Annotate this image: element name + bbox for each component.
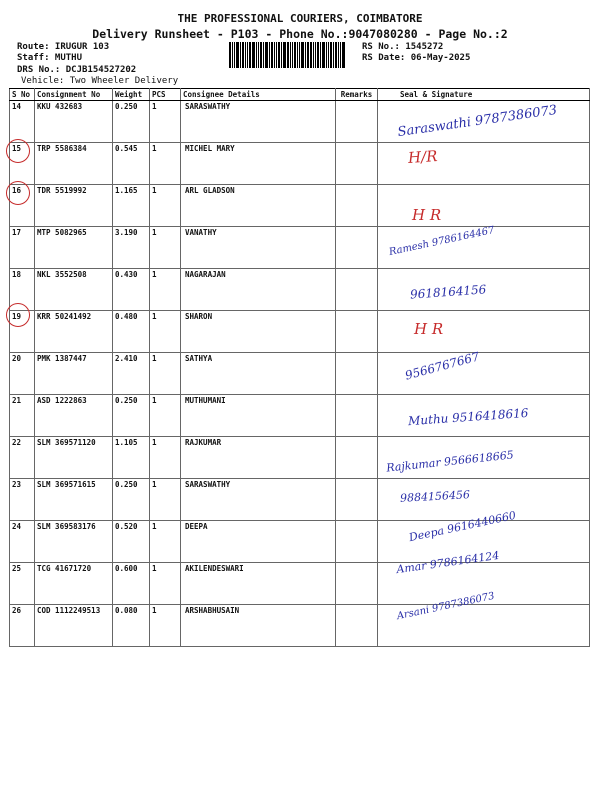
- table-row: [10, 437, 590, 479]
- vehicle-label: Vehicle: Two Wheeler Delivery: [21, 76, 179, 86]
- row-consignee: SARASWATHY: [181, 479, 336, 521]
- row-consignee: AKILENDESWARI: [181, 563, 336, 605]
- row-consignment: PMK 1387447: [35, 353, 113, 395]
- row-weight: 0.250: [113, 395, 150, 437]
- row-sno: 23: [10, 479, 35, 521]
- row-consignee: DEEPA: [181, 521, 336, 563]
- row-weight: 2.410: [113, 353, 150, 395]
- row-pcs: 1: [150, 269, 181, 311]
- table-row: [10, 395, 590, 437]
- row-remarks: [336, 353, 378, 395]
- row-consignment: NKL 3552508: [35, 269, 113, 311]
- runsheet-title: Delivery Runsheet - P103 - Phone No.:9047080280 - Page No.:2: [92, 27, 508, 41]
- row-pcs: 1: [150, 353, 181, 395]
- row-sno: 17: [10, 227, 35, 269]
- col-remarks: Remarks: [336, 89, 378, 101]
- row-remarks: [336, 143, 378, 185]
- col-signature: Seal & Signature: [378, 89, 590, 101]
- row-consignment: SLM 369571120: [35, 437, 113, 479]
- row-consignee: SHARON: [181, 311, 336, 353]
- table-row: [10, 227, 590, 269]
- row-signature: [378, 353, 590, 395]
- row-consignment: ASD 1222863: [35, 395, 113, 437]
- row-remarks: [336, 479, 378, 521]
- row-pcs: 1: [150, 437, 181, 479]
- col-sno: S No: [10, 89, 35, 101]
- handwritten-signature: Deepa 9616440660: [407, 508, 518, 545]
- col-consignee: Consignee Details: [181, 89, 336, 101]
- row-signature: [378, 143, 590, 185]
- row-sno: 22: [10, 437, 35, 479]
- table-row: [10, 311, 590, 353]
- col-consignment: Consignment No: [35, 89, 113, 101]
- handwritten-signature: 9566767667: [403, 349, 481, 383]
- row-remarks: [336, 269, 378, 311]
- row-pcs: 1: [150, 227, 181, 269]
- row-weight: 0.430: [113, 269, 150, 311]
- row-remarks: [336, 311, 378, 353]
- row-sno: 15: [10, 143, 35, 185]
- company-title: THE PROFESSIONAL COURIERS, COIMBATORE: [177, 12, 423, 25]
- row-pcs: 1: [150, 521, 181, 563]
- row-pcs: 1: [150, 101, 181, 143]
- handwritten-signature: Muthu 9516418616: [407, 405, 529, 429]
- handwritten-signature: Amar 9786164124: [395, 548, 501, 577]
- handwritten-signature: H R: [412, 206, 442, 224]
- row-signature: [378, 479, 590, 521]
- row-remarks: [336, 227, 378, 269]
- table-row: [10, 185, 590, 227]
- row-weight: 0.520: [113, 521, 150, 563]
- row-consignment: TCG 41671720: [35, 563, 113, 605]
- drs-label: DRS No.: DCJB154527202: [17, 65, 137, 75]
- row-sno: 21: [10, 395, 35, 437]
- row-consignee: MUTHUMANI: [181, 395, 336, 437]
- row-remarks: [336, 563, 378, 605]
- row-pcs: 1: [150, 605, 181, 647]
- row-remarks: [336, 101, 378, 143]
- row-signature: [378, 185, 590, 227]
- handwritten-signature: Saraswathi 9787386073: [396, 102, 559, 141]
- row-remarks: [336, 605, 378, 647]
- handwritten-signature: Ramesh 9786164467: [388, 224, 496, 259]
- row-consignment: KKU 432683: [35, 101, 113, 143]
- row-weight: 0.480: [113, 311, 150, 353]
- row-consignment: KRR 50241492: [35, 311, 113, 353]
- table-row: [10, 353, 590, 395]
- row-pcs: 1: [150, 395, 181, 437]
- handwritten-signature: Rajkumar 9566618665: [385, 448, 515, 475]
- row-weight: 0.600: [113, 563, 150, 605]
- red-circle-mark: [6, 139, 30, 163]
- row-sno: 24: [10, 521, 35, 563]
- row-consignment: MTP 5082965: [35, 227, 113, 269]
- barcode: [229, 42, 355, 68]
- row-sno: 25: [10, 563, 35, 605]
- row-pcs: 1: [150, 143, 181, 185]
- row-pcs: 1: [150, 563, 181, 605]
- row-signature: [378, 311, 590, 353]
- handwritten-signature: 9618164156: [409, 282, 487, 302]
- row-pcs: 1: [150, 185, 181, 227]
- table-row: [10, 563, 590, 605]
- table-row: [10, 269, 590, 311]
- row-consignment: COD 1112249513: [35, 605, 113, 647]
- route-label: Route: IRUGUR 103: [17, 42, 110, 52]
- row-signature: [378, 224, 590, 269]
- handwritten-signature: Arsani 9787386073: [395, 590, 496, 623]
- runsheet-table: [9, 88, 590, 647]
- row-weight: 0.250: [113, 479, 150, 521]
- red-circle-mark: [6, 181, 30, 205]
- handwritten-signature: H/R: [407, 146, 439, 168]
- col-pcs: PCS: [150, 89, 181, 101]
- row-signature: [378, 269, 590, 311]
- table-row: [10, 101, 590, 143]
- row-consignment: SLM 369583176: [35, 521, 113, 563]
- row-weight: 3.190: [113, 227, 150, 269]
- row-consignee: SARASWATHY: [181, 101, 336, 143]
- row-sno: 19: [10, 311, 35, 353]
- col-weight: Weight: [113, 89, 150, 101]
- row-consignee: ARL GLADSON: [181, 185, 336, 227]
- row-sno: 18: [10, 269, 35, 311]
- row-signature: [378, 437, 590, 479]
- row-sno: 14: [10, 101, 35, 143]
- row-pcs: 1: [150, 311, 181, 353]
- table-row: [10, 605, 590, 647]
- row-weight: 0.080: [113, 605, 150, 647]
- row-sno: 26: [10, 605, 35, 647]
- row-consignment: TDR 5519992: [35, 185, 113, 227]
- row-weight: 0.250: [113, 101, 150, 143]
- row-weight: 1.165: [113, 185, 150, 227]
- row-remarks: [336, 437, 378, 479]
- row-consignee: MICHEL MARY: [181, 143, 336, 185]
- rs-number: RS No.: 1545272: [362, 42, 444, 52]
- row-consignee: SATHYA: [181, 353, 336, 395]
- row-signature: [378, 605, 590, 647]
- row-sno: 20: [10, 353, 35, 395]
- row-consignee: ARSHABHUSAIN: [181, 605, 336, 647]
- table-row: [10, 143, 590, 185]
- row-remarks: [336, 521, 378, 563]
- row-consignee: RAJKUMAR: [181, 437, 336, 479]
- row-consignment: TRP 5586384: [35, 143, 113, 185]
- handwritten-signature: H R: [414, 320, 444, 338]
- rs-date: RS Date: 06-May-2025: [362, 53, 471, 63]
- row-signature: [378, 395, 590, 437]
- row-signature: [378, 563, 590, 605]
- row-weight: 0.545: [113, 143, 150, 185]
- table-row: [10, 521, 590, 563]
- row-signature: [378, 521, 590, 563]
- row-signature: [378, 101, 590, 143]
- staff-label: Staff: MUTHU: [17, 53, 83, 63]
- table-row: [10, 479, 590, 521]
- row-consignee: VANATHY: [181, 227, 336, 269]
- handwritten-signature: 9884156456: [399, 488, 471, 505]
- red-circle-mark: [6, 303, 30, 327]
- row-sno: 16: [10, 185, 35, 227]
- row-consignment: SLM 369571615: [35, 479, 113, 521]
- row-weight: 1.105: [113, 437, 150, 479]
- row-remarks: [336, 395, 378, 437]
- row-remarks: [336, 185, 378, 227]
- table-header: [10, 89, 590, 101]
- row-pcs: 1: [150, 479, 181, 521]
- row-consignee: NAGARAJAN: [181, 269, 336, 311]
